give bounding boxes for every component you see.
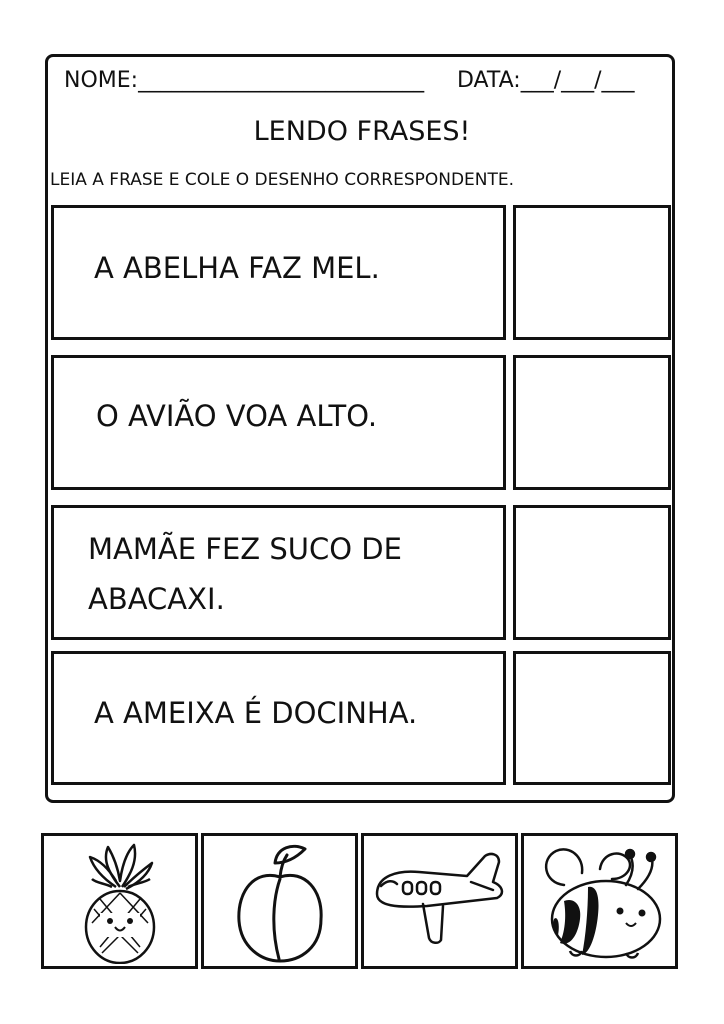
paste-box-1[interactable] (513, 205, 671, 340)
sentence-text-2: O AVIÃO VOA ALTO. (96, 399, 378, 433)
instruction-text: LEIA A FRASE E COLE O DESENHO CORRESPONDENTE. (50, 170, 515, 190)
date-field[interactable]: DATA:___/___/___ (457, 68, 635, 93)
paste-box-2[interactable] (513, 355, 671, 490)
cutout-pineapple[interactable] (41, 833, 198, 969)
paste-box-4[interactable] (513, 651, 671, 785)
pineapple-icon (60, 839, 180, 964)
sentence-text-3-line-2: ABACAXI. (88, 582, 225, 616)
paste-box-3[interactable] (513, 505, 671, 640)
sentence-text-1: A ABELHA FAZ MEL. (94, 251, 380, 285)
sentence-text-3-line-1: MAMÃE FEZ SUCO DE (88, 532, 402, 566)
page-title: LENDO FRASES! (253, 116, 471, 147)
cutout-bee[interactable] (521, 833, 678, 969)
bee-icon (530, 839, 670, 964)
name-field[interactable]: NOME:__________________________ (64, 68, 425, 93)
plum-icon (225, 839, 335, 964)
sentence-text-4: A AMEIXA É DOCINHA. (94, 696, 418, 730)
cutout-plum[interactable] (201, 833, 358, 969)
airplane-icon (367, 846, 512, 956)
cutout-airplane[interactable] (361, 833, 518, 969)
